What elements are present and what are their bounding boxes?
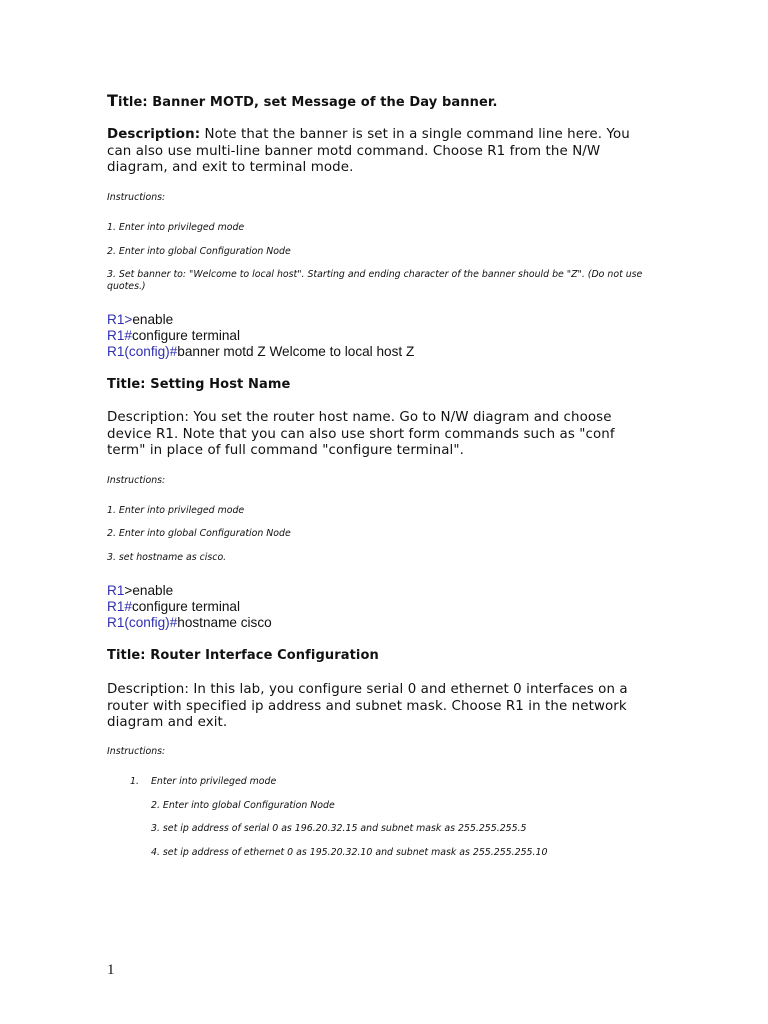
section2-title: Title: Setting Host Name — [107, 377, 291, 392]
section1-command-2 — [107, 328, 647, 345]
section2-step-2: 2. Enter into global Configuration Node — [107, 528, 291, 539]
section2-description: Description: You set the router host name. Go to N/W diagram and choose device R1. Note that you can also use short form commands such as "conf term" in place of full command "configure terminal". — [107, 410, 615, 458]
section1-step-1: 1. Enter into privileged mode — [107, 222, 245, 233]
section1-title — [107, 92, 647, 112]
section1-instructions-label: Instructions: — [107, 192, 166, 203]
command-text: configure terminal — [131, 328, 240, 343]
command-text: configure terminal — [131, 599, 240, 614]
section1-step-2: 2. Enter into global Configuration Node — [107, 246, 291, 257]
section3-description: Description: In this lab, you configure serial 0 and ethernet 0 interfaces on a router with specified ip address and subnet mask. Choose R1 in the network diagram and exit. — [107, 682, 628, 730]
section2-instructions-label: Instructions: — [107, 475, 166, 486]
section1-step-3: 3. Set banner to: "Welcome to local host". Starting and ending character of the banner should be "Z". (Do not use quotes.) — [107, 269, 643, 292]
title-rest: itle: Banner MOTD, set Message of the Day banner. — [118, 95, 498, 110]
section3-instructions-label: Instructions: — [107, 746, 166, 757]
description-text: Note that the banner is set in a single command line here. You can also use multi-line banner motd command. Choose R1 from the N/W diagram, and exit to terminal mode. — [107, 127, 630, 175]
command-text: >enable — [124, 583, 174, 598]
section2-command-3 — [107, 615, 647, 632]
command-prompt: R1# — [107, 599, 132, 614]
section3-step-2: 2. Enter into global Configuration Node — [151, 800, 335, 811]
section1-command-1 — [107, 312, 647, 329]
page-number: 1 — [107, 962, 115, 978]
section2-command-1 — [107, 583, 647, 600]
section3-step-4: 4. set ip address of ethernet 0 as 195.20.32.10 and subnet mask as 255.255.255.10 — [151, 847, 548, 858]
command-prompt: R1 — [107, 583, 125, 598]
section1-command-3 — [107, 344, 647, 361]
section2-step-3: 3. set hostname as cisco. — [107, 552, 227, 563]
section3-step-3: 3. set ip address of serial 0 as 196.20.32.15 and subnet mask as 255.255.255.5 — [151, 823, 527, 834]
section3-title: Title: Router Interface Configuration — [107, 648, 379, 663]
command-text: enable — [132, 312, 174, 327]
command-prompt: R1(config)# — [107, 615, 178, 630]
command-text: banner motd Z Welcome to local host Z — [177, 344, 415, 359]
command-prompt: R1(config)# — [107, 344, 178, 359]
command-prompt: R1# — [107, 328, 132, 343]
section3-step-1 — [130, 776, 670, 788]
step-text: Enter into privileged mode — [151, 776, 277, 787]
description-label: Description: — [107, 127, 201, 142]
command-text: hostname cisco — [177, 615, 272, 630]
title-initial: T — [107, 91, 119, 110]
section2-step-1: 1. Enter into privileged mode — [107, 505, 245, 516]
section1-description — [107, 127, 647, 177]
section2-command-2 — [107, 599, 647, 616]
step-number: 1. — [130, 776, 139, 787]
command-prompt: R1> — [107, 312, 133, 327]
